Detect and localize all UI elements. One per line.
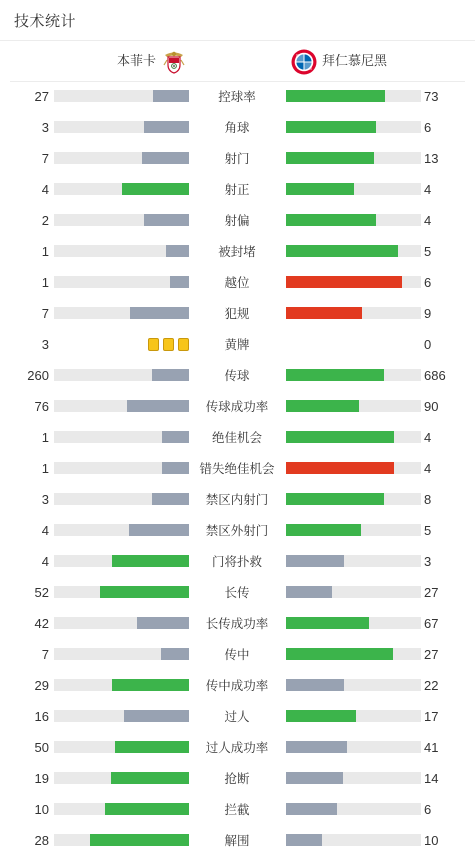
home-bar-track — [54, 245, 189, 257]
home-bar-track — [54, 617, 189, 629]
stat-row — [0, 608, 475, 639]
stat-label: 越位 — [224, 275, 250, 290]
home-bar-track — [54, 772, 189, 784]
home-value: 29 — [34, 678, 49, 693]
away-bar-fill — [286, 555, 344, 567]
bayern-crest-icon — [291, 49, 317, 75]
yellow-card-icon — [178, 338, 189, 351]
home-bar-track — [54, 710, 189, 722]
stat-label: 过人 — [224, 709, 250, 724]
away-bar-track — [286, 803, 421, 815]
away-value: 3 — [424, 554, 432, 569]
home-bar-fill — [170, 276, 189, 288]
away-bar-fill — [286, 834, 322, 846]
stat-label: 黄牌 — [224, 337, 250, 352]
home-bar-track — [54, 741, 189, 753]
away-bar-fill — [286, 710, 356, 722]
away-bar-fill — [286, 772, 343, 784]
away-value: 13 — [424, 151, 439, 166]
stat-label: 被封堵 — [218, 244, 256, 259]
home-value: 27 — [34, 89, 49, 104]
away-value: 22 — [424, 678, 439, 693]
away-value: 10 — [424, 833, 439, 848]
home-bar-fill — [142, 152, 189, 164]
away-value: 4 — [424, 461, 432, 476]
away-bar-fill — [286, 90, 385, 102]
stat-row — [0, 205, 475, 236]
away-value: 9 — [424, 306, 432, 321]
away-bar-track — [286, 462, 421, 474]
away-team[interactable] — [291, 49, 387, 75]
away-value: 4 — [424, 430, 432, 445]
stat-label: 过人成功率 — [205, 740, 269, 755]
stat-label: 射门 — [224, 151, 250, 166]
away-bar-track — [286, 369, 421, 381]
stat-row — [0, 794, 475, 825]
home-bar-fill — [105, 803, 189, 815]
away-bar-track — [286, 710, 421, 722]
stat-row — [0, 515, 475, 546]
away-bar-track — [286, 772, 421, 784]
stat-row — [0, 112, 475, 143]
home-yellow-cards — [148, 338, 189, 351]
home-bar-fill — [112, 679, 189, 691]
home-bar-fill — [144, 121, 189, 133]
stat-label: 射偏 — [224, 213, 250, 228]
home-bar-fill — [111, 772, 189, 784]
away-bar-track — [286, 276, 421, 288]
away-value: 686 — [424, 368, 446, 383]
home-bar-fill — [162, 431, 189, 443]
home-value: 76 — [34, 399, 49, 414]
away-bar-track — [286, 214, 421, 226]
away-bar-fill — [286, 648, 393, 660]
home-bar-track — [54, 431, 189, 443]
stat-row — [0, 391, 475, 422]
away-bar-fill — [286, 679, 344, 691]
yellow-card-icon — [148, 338, 159, 351]
home-bar-fill — [129, 524, 189, 536]
home-value: 1 — [41, 275, 49, 290]
home-bar-track — [54, 369, 189, 381]
home-value: 1 — [41, 461, 49, 476]
away-bar-track — [286, 617, 421, 629]
away-bar-fill — [286, 214, 376, 226]
stat-row — [0, 143, 475, 174]
away-value: 90 — [424, 399, 439, 414]
stats-list — [0, 81, 475, 856]
away-bar-track — [286, 493, 421, 505]
stat-row — [0, 174, 475, 205]
stat-label: 拦截 — [224, 802, 250, 817]
away-bar-fill — [286, 803, 337, 815]
stat-label: 角球 — [224, 120, 250, 135]
away-bar-track — [286, 183, 421, 195]
home-value: 19 — [34, 771, 49, 786]
home-bar-track — [54, 493, 189, 505]
away-bar-track — [286, 431, 421, 443]
away-bar-track — [286, 400, 421, 412]
home-bar-track — [54, 90, 189, 102]
away-value: 8 — [424, 492, 432, 507]
stat-row — [0, 329, 475, 360]
away-bar-fill — [286, 493, 384, 505]
home-bar-fill — [115, 741, 189, 753]
away-value: 73 — [424, 89, 439, 104]
home-bar-track — [54, 152, 189, 164]
away-bar-track — [286, 307, 421, 319]
stat-row — [0, 453, 475, 484]
benfica-crest-icon — [161, 49, 187, 75]
home-bar-track — [54, 121, 189, 133]
away-value: 17 — [424, 709, 439, 724]
home-value: 1 — [41, 430, 49, 445]
away-bar-fill — [286, 121, 376, 133]
stat-label: 长传 — [224, 585, 250, 600]
away-bar-fill — [286, 741, 347, 753]
away-bar-fill — [286, 524, 361, 536]
stat-row — [0, 546, 475, 577]
home-bar-fill — [124, 710, 189, 722]
stat-row — [0, 670, 475, 701]
page-title: 技术统计 — [14, 12, 77, 30]
stat-row — [0, 825, 475, 856]
home-bar-fill — [144, 214, 189, 226]
home-bar-track — [54, 462, 189, 474]
away-bar-fill — [286, 400, 359, 412]
home-value: 2 — [41, 213, 49, 228]
stat-row — [0, 639, 475, 670]
stat-label: 长传成功率 — [205, 616, 269, 631]
away-value: 27 — [424, 647, 439, 662]
stat-label: 传球 — [224, 368, 250, 383]
home-bar-fill — [100, 586, 189, 598]
home-bar-fill — [161, 648, 189, 660]
away-bar-track — [286, 834, 421, 846]
home-value: 7 — [41, 151, 49, 166]
home-bar-track — [54, 276, 189, 288]
home-team[interactable] — [117, 49, 187, 75]
away-bar-track — [286, 152, 421, 164]
home-bar-track — [54, 524, 189, 536]
home-bar-track — [54, 183, 189, 195]
stat-row — [0, 298, 475, 329]
home-bar-fill — [166, 245, 189, 257]
away-bar-fill — [286, 369, 384, 381]
away-bar-fill — [286, 152, 374, 164]
stat-label: 禁区内射门 — [205, 492, 269, 507]
stat-row — [0, 577, 475, 608]
away-value: 5 — [424, 523, 432, 538]
stat-label: 门将扑救 — [211, 554, 262, 569]
away-bar-fill — [286, 431, 394, 443]
stat-row — [0, 267, 475, 298]
away-bar-fill — [286, 183, 354, 195]
stat-row — [0, 701, 475, 732]
away-value: 5 — [424, 244, 432, 259]
home-bar-fill — [122, 183, 190, 195]
home-value: 10 — [34, 802, 49, 817]
stat-label: 错失绝佳机会 — [199, 461, 275, 476]
away-bar-fill — [286, 276, 402, 288]
home-value: 7 — [41, 647, 49, 662]
home-value: 50 — [34, 740, 49, 755]
away-value: 0 — [424, 337, 432, 352]
away-value: 4 — [424, 213, 432, 228]
stat-row — [0, 763, 475, 794]
home-bar-fill — [90, 834, 189, 846]
away-value: 67 — [424, 616, 439, 631]
stat-row — [0, 236, 475, 267]
stat-label: 传中成功率 — [205, 678, 269, 693]
stats-header — [0, 0, 475, 40]
away-bar-track — [286, 741, 421, 753]
home-value: 42 — [34, 616, 49, 631]
away-value: 41 — [424, 740, 439, 755]
home-value: 3 — [41, 120, 49, 135]
away-bar-fill — [286, 586, 332, 598]
away-value: 14 — [424, 771, 439, 786]
stat-label: 控球率 — [218, 89, 256, 104]
home-bar-track — [54, 400, 189, 412]
away-bar-track — [286, 245, 421, 257]
away-value: 27 — [424, 585, 439, 600]
stat-row — [0, 360, 475, 391]
away-team-name: 拜仁慕尼黑 — [322, 54, 388, 69]
stat-label: 绝佳机会 — [211, 430, 262, 445]
home-bar-fill — [127, 400, 189, 412]
away-bar-fill — [286, 617, 369, 629]
home-bar-track — [54, 214, 189, 226]
stat-label: 犯规 — [224, 306, 250, 321]
home-value: 4 — [41, 554, 49, 569]
away-bar-track — [286, 121, 421, 133]
away-bar-track — [286, 679, 421, 691]
yellow-card-icon — [163, 338, 174, 351]
home-bar-track — [54, 586, 189, 598]
home-value: 260 — [27, 368, 49, 383]
away-value: 6 — [424, 275, 432, 290]
home-value: 3 — [41, 337, 49, 352]
home-bar-fill — [153, 90, 189, 102]
stat-row — [0, 81, 475, 112]
home-bar-fill — [162, 462, 189, 474]
away-bar-track — [286, 648, 421, 660]
stat-label: 射正 — [224, 182, 250, 197]
home-bar-fill — [152, 369, 189, 381]
home-value: 4 — [41, 182, 49, 197]
away-bar-track — [286, 586, 421, 598]
away-bar-track — [286, 555, 421, 567]
home-value: 7 — [41, 306, 49, 321]
away-value: 6 — [424, 120, 432, 135]
stat-label: 传中 — [224, 647, 250, 662]
stat-label: 解围 — [224, 833, 250, 848]
home-bar-track — [54, 648, 189, 660]
home-bar-track — [54, 555, 189, 567]
away-bar-fill — [286, 462, 394, 474]
away-value: 6 — [424, 802, 432, 817]
away-bar-fill — [286, 307, 362, 319]
home-team-name: 本菲卡 — [116, 54, 156, 69]
home-bar-fill — [152, 493, 189, 505]
home-value: 28 — [34, 833, 49, 848]
stat-label: 抢断 — [224, 771, 250, 786]
home-value: 52 — [34, 585, 49, 600]
home-value: 3 — [41, 492, 49, 507]
stat-row — [0, 422, 475, 453]
stat-row — [0, 732, 475, 763]
home-bar-fill — [112, 555, 189, 567]
away-value: 4 — [424, 182, 432, 197]
away-bar-track — [286, 524, 421, 536]
away-bar-track — [286, 90, 421, 102]
home-bar-fill — [130, 307, 189, 319]
home-value: 16 — [34, 709, 49, 724]
stat-row — [0, 484, 475, 515]
home-value: 4 — [41, 523, 49, 538]
home-value: 1 — [41, 244, 49, 259]
teams-row — [0, 41, 475, 81]
home-bar-track — [54, 307, 189, 319]
stat-label: 禁区外射门 — [205, 523, 269, 538]
stat-label: 传球成功率 — [205, 399, 269, 414]
home-bar-track — [54, 679, 189, 691]
away-bar-fill — [286, 245, 398, 257]
home-bar-track — [54, 834, 189, 846]
home-bar-fill — [137, 617, 189, 629]
home-bar-track — [54, 803, 189, 815]
